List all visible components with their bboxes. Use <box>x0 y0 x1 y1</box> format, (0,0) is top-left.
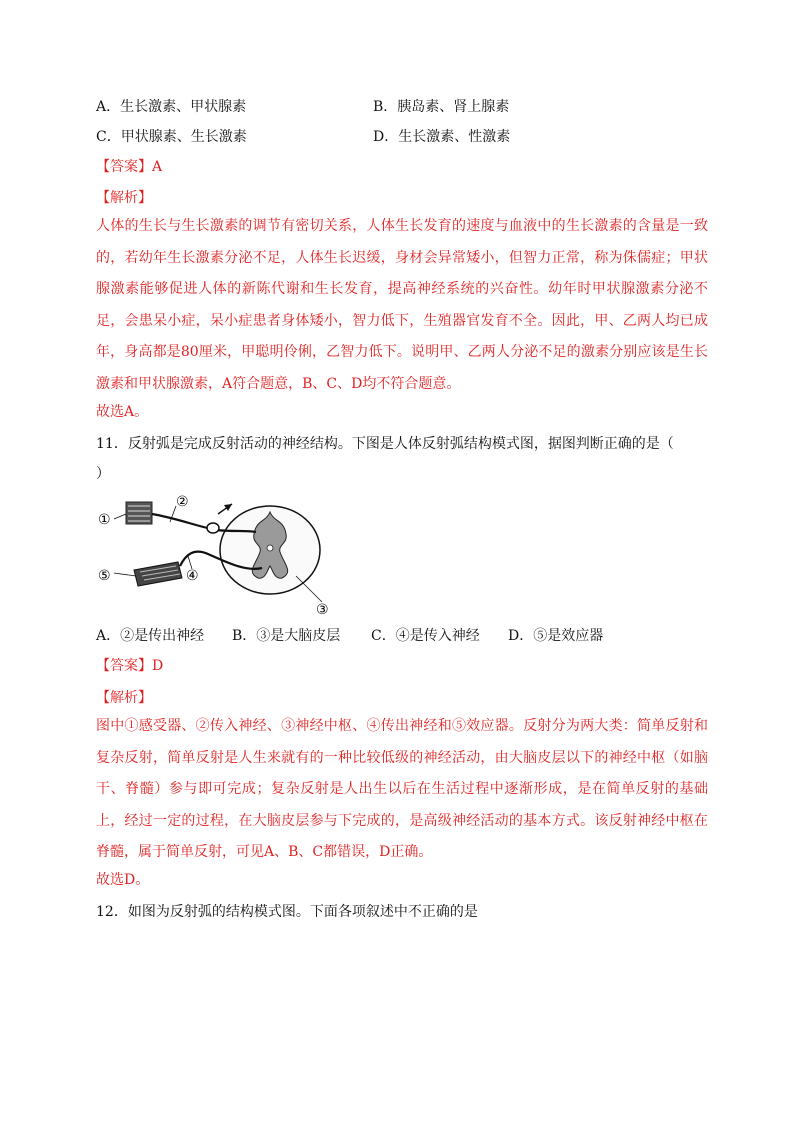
label-3: ③ <box>316 602 329 616</box>
q11-option-d: D．⑤是效应器 <box>508 628 604 644</box>
q11-answer: 【答案】D <box>96 658 164 674</box>
q10-answer: 【答案】A <box>96 159 163 175</box>
q11-option-a: A．②是传出神经 <box>96 628 205 644</box>
label-1: ① <box>98 512 111 528</box>
receptor-drawing <box>126 502 152 524</box>
ganglion-drawing <box>207 523 219 533</box>
arrow-head-icon <box>224 504 232 511</box>
q10-option-a: A．生长激素、甲状腺素 <box>96 99 247 115</box>
label-2: ② <box>176 494 189 510</box>
label-4: ④ <box>186 568 199 584</box>
q11-analysis-heading: 【解析】 <box>96 690 152 706</box>
q12-stem: 12．如图为反射弧的结构模式图。下面各项叙述中不正确的是 <box>96 904 478 920</box>
q10-analysis-heading: 【解析】 <box>96 190 152 206</box>
q10-option-d: D．生长激素、性激素 <box>373 129 511 145</box>
reflex-arc-figure <box>96 492 344 616</box>
q10-option-b: B．胰岛素、肾上腺素 <box>373 99 510 115</box>
q10-analysis-text: 人体的生长与生长激素的调节有密切关系，人体生长发育的速度与血液中的生长激素的含量是一致的，若幼年生长激素分泌不足，人体生长迟缓，身材会异常矮小，但智力正常，称为侏儒症；甲状腺激素能够促进人体的新陈代谢和生长发育，提高神经系统的兴奋性。幼年时甲状腺激素分泌不足，会患呆小症，呆小症患者身体矮小，智力低下，生殖器官发育不全。因此，甲、乙两人均已成年，身高都是80厘米，甲聪明伶俐，乙智力低下。说明甲、乙两人分泌不足的激素分别应该是生长激素和甲状腺激素，A符合题意，B、C、D均不符合题意。 <box>96 218 708 392</box>
label-5: ⑤ <box>98 568 111 584</box>
q11-analysis-text: 图中①感受器、②传入神经、③神经中枢、④传出神经和⑤效应器。反射分为两大类：简单反射和复杂反射，简单反射是人生来就有的一种比较低级的神经活动，由大脑皮层以下的神经中枢（如脑干、脊髓）参与即可完成；复杂反射是人出生以后在生活过程中逐渐形成，是在简单反射的基础上，经过一定的过程，在大脑皮层参与下完成的，是高级神经活动的基本方式。该反射神经中枢在脊髓，属于简单反射，可见A、B、C都错误，D正确。 <box>96 718 708 860</box>
q11-options <box>96 626 603 646</box>
q11-conclusion: 故选D。 <box>96 872 150 888</box>
q11-stem-line2: ） <box>96 466 110 482</box>
effector-drawing <box>134 562 182 586</box>
q11-option-c: C．④是传入神经 <box>371 628 480 644</box>
q10-option-c: C．甲状腺素、生长激素 <box>96 129 247 145</box>
q11-stem-line1: 11．反射弧是完成反射活动的神经结构。下图是人体反射弧结构模式图，据图判断正确的是（ <box>96 436 674 452</box>
q11-option-b: B．③是大脑皮层 <box>232 628 341 644</box>
spinal-cord-drawing <box>220 506 320 594</box>
q10-conclusion: 故选A。 <box>96 404 149 420</box>
